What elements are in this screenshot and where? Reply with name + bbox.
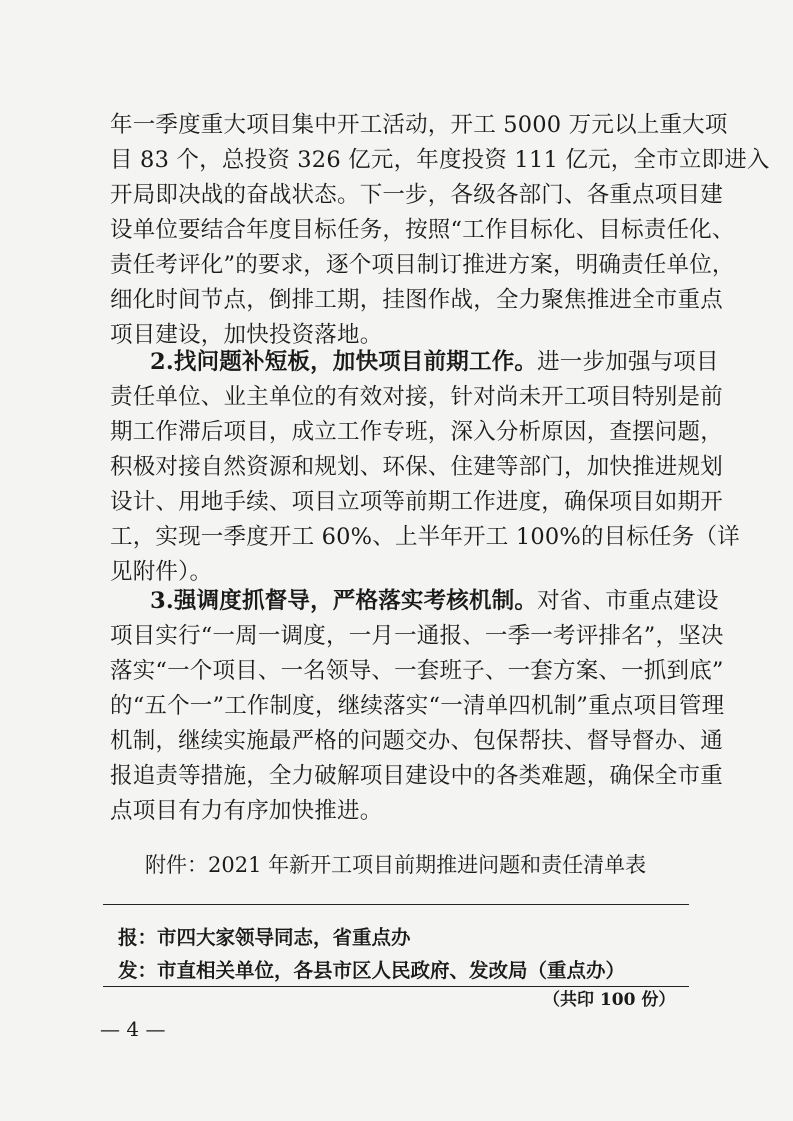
body-line: 点项目有力有序加快推进。	[110, 798, 383, 824]
body-line: 责任单位、业主单位的有效对接，针对尚未开工项目特别是前	[110, 384, 723, 410]
body-line: 年一季度重大项目集中开工活动，开工 5000 万元以上重大项	[110, 112, 728, 138]
body-line: 目 83 个，总投资 326 亿元，年度投资 111 亿元，全市立即进入	[110, 147, 770, 173]
copies-count: （共印 100 份）	[543, 990, 676, 1010]
body-line: 设计、用地手续、项目立项等前期工作进度，确保项目如期开	[110, 489, 723, 515]
body-line: 报追责等措施，全力破解项目建设中的各类难题，确保全市重	[110, 763, 723, 789]
report-to-line: 报：市四大家领导同志，省重点办	[118, 926, 411, 949]
section-3-first-line	[150, 586, 719, 616]
section-2-first-line	[150, 347, 719, 377]
body-line: 工，实现一季度开工 60%、上半年开工 100%的目标任务（详	[110, 524, 740, 550]
distribution-top-rule	[103, 904, 689, 905]
page-number: — 4 —	[100, 1017, 166, 1041]
send-to-line: 发：市直相关单位，各县市区人民政府、发改局（重点办）	[118, 959, 626, 982]
section-3-heading: 3.强调度抓督导，严格落实考核机制。	[150, 588, 538, 614]
section-2-heading: 2.找问题补短板，加快项目前期工作。	[150, 349, 538, 375]
body-line: 积极对接自然资源和规划、环保、住建等部门，加快推进规划	[110, 454, 723, 480]
section-2-first-line-text: 进一步加强与项目	[537, 349, 719, 375]
attachment-note: 附件：2021 年新开工项目前期推进问题和责任清单表	[145, 853, 647, 877]
body-line: 落实“一个项目、一名领导、一套班子、一套方案、一抓到底”	[110, 658, 724, 684]
body-line: 机制，继续实施最严格的问题交办、包保帮扶、督导督办、通	[110, 728, 723, 754]
body-line: 见附件）。	[110, 559, 213, 585]
body-line: 期工作滞后项目，成立工作专班，深入分析原因，查摆问题，	[110, 419, 723, 445]
body-line: 项目建设，加快投资落地。	[110, 322, 383, 348]
body-line: 的“五个一”工作制度，继续落实“一清单四机制”重点项目管理	[110, 693, 725, 719]
body-line: 细化时间节点，倒排工期，挂图作战，全力聚焦推进全市重点	[110, 287, 723, 313]
body-line: 设单位要结合年度目标任务，按照“工作目标化、目标责任化、	[110, 217, 735, 243]
body-line: 项目实行“一周一调度，一月一通报、一季一考评排名”，坚决	[110, 623, 724, 649]
section-3-first-line-text: 对省、市重点建设	[537, 588, 719, 614]
body-line: 责任考评化”的要求，逐个项目制订推进方案，明确责任单位，	[110, 252, 735, 278]
body-line: 开局即决战的奋战状态。下一步，各级各部门、各重点项目建	[110, 182, 723, 208]
